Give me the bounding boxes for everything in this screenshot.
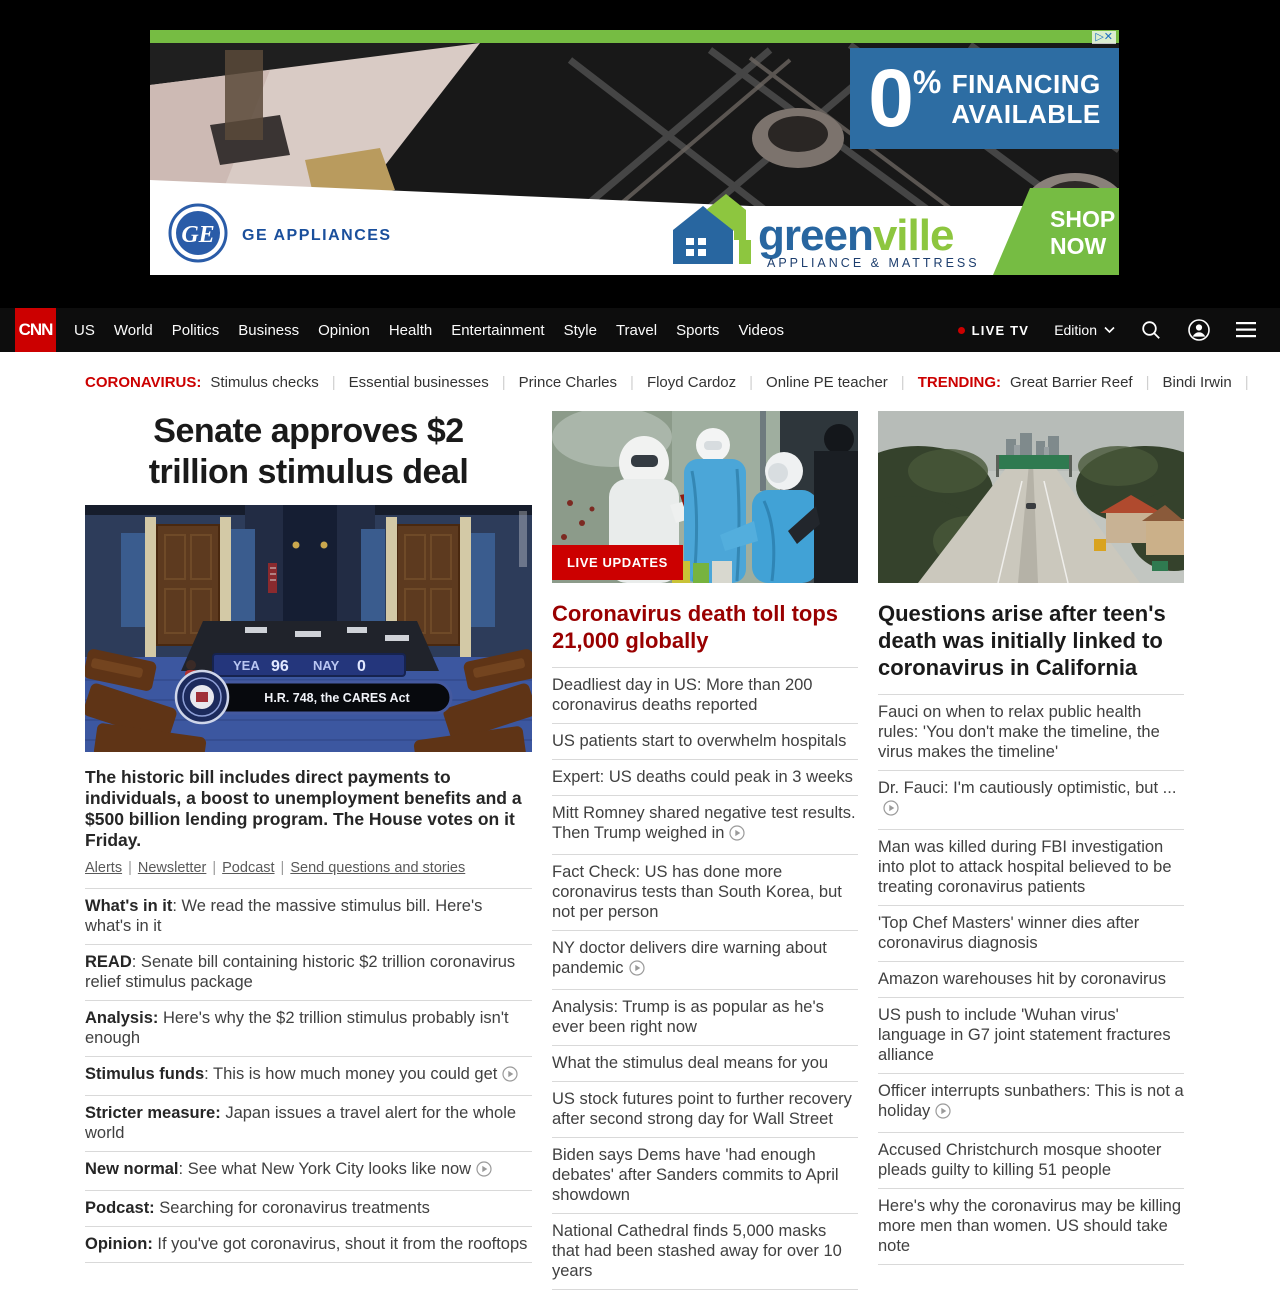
nav-item-politics[interactable]: Politics <box>171 321 220 339</box>
edition-selector[interactable]: Edition <box>1054 322 1115 338</box>
news-item-prefix: What's in it <box>85 897 173 915</box>
nav-item-sports[interactable]: Sports <box>676 321 720 339</box>
news-item-text: Mitt Romney shared negative test results. Then Trump weighed in <box>552 804 856 842</box>
nav-item-entertainment[interactable]: Entertainment <box>451 321 545 339</box>
news-item[interactable] <box>85 945 532 1001</box>
news-item[interactable] <box>85 1096 532 1152</box>
account-icon[interactable] <box>1187 318 1211 342</box>
ticker-link-online-pe-teacher[interactable]: Online PE teacher <box>766 374 888 391</box>
news-item-text: Deadliest day in US: More than 200 coronavirus deaths reported <box>552 676 813 714</box>
news-item[interactable] <box>878 695 1184 771</box>
news-item-prefix: READ <box>85 953 132 971</box>
chevron-down-icon <box>1104 326 1115 334</box>
vote-tally-banner <box>213 654 405 676</box>
middle-headline[interactable]: Coronavirus death toll tops 21,000 globally <box>552 601 839 653</box>
news-item-text: Searching for coronavirus treatments <box>154 1199 430 1217</box>
search-icon[interactable] <box>1140 319 1162 341</box>
ticker-link-floyd-cardoz[interactable]: Floyd Cardoz <box>646 374 737 391</box>
breaking-news-bar <box>85 352 1280 407</box>
news-item-text: Biden says Dems have 'had enough debates' after Sanders commits to April showdown <box>552 1146 839 1204</box>
nav-item-travel[interactable]: Travel <box>615 321 658 339</box>
news-item-text: Officer interrupts sunbathers: This is not a holiday <box>878 1082 1184 1120</box>
svg-text:H.R. 748, the CARES Act: H.R. 748, the CARES Act <box>264 691 410 705</box>
nav-item-videos[interactable]: Videos <box>738 321 785 339</box>
news-item-text: Man was killed during FBI investigation into plot to attack hospital believed to be treating coronavirus patients <box>878 838 1172 896</box>
news-item-text: Expert: US deaths could peak in 3 weeks <box>552 768 853 786</box>
news-item[interactable] <box>552 760 858 796</box>
separator-bar: | <box>749 374 754 391</box>
nav-utilities <box>958 318 1256 342</box>
news-item[interactable] <box>552 796 858 855</box>
greenville-wordmark: greenville <box>758 211 954 260</box>
live-tv-button[interactable]: LIVE TV <box>958 323 1030 338</box>
news-item-text: US patients start to overwhelm hospitals <box>552 732 847 750</box>
news-item-text: NY doctor delivers dire warning about pandemic <box>552 939 827 977</box>
svg-text:SHOP: SHOP <box>1050 206 1116 232</box>
news-item[interactable] <box>552 1214 858 1290</box>
ad-brand-band <box>150 30 1119 275</box>
news-item-text: : We read the massive stimulus bill. Here's what's in it <box>85 897 483 935</box>
separator-bar: | <box>212 860 217 876</box>
senate-floor-image[interactable] <box>85 505 532 752</box>
news-item[interactable] <box>878 962 1184 998</box>
svg-text:NOW: NOW <box>1050 233 1107 259</box>
freeway-illustration <box>878 411 1184 583</box>
news-item-prefix: Analysis: <box>85 1009 159 1027</box>
news-item-text: Japan issues a travel alert for the whole world <box>85 1104 517 1142</box>
lead-links <box>85 860 532 888</box>
ticker-link-stimulus-checks[interactable]: Stimulus checks <box>210 374 319 391</box>
news-item-prefix: Stimulus funds <box>85 1065 205 1083</box>
news-item-prefix: Podcast: <box>85 1199 155 1217</box>
cnn-logo[interactable]: CNN <box>15 308 56 352</box>
nav-item-opinion[interactable]: Opinion <box>318 321 370 339</box>
greenville-subtitle: APPLIANCE & MATTRESS <box>767 256 980 270</box>
news-item[interactable] <box>878 1074 1184 1133</box>
nav-item-business[interactable]: Business <box>238 321 300 339</box>
display-ad[interactable] <box>150 30 1119 275</box>
separator-bar: | <box>128 860 132 876</box>
news-item[interactable] <box>552 855 858 931</box>
play-icon <box>729 825 745 846</box>
separator-bar: | <box>501 374 506 391</box>
ticker-link-prince-charles[interactable]: Prince Charles <box>518 374 618 391</box>
svg-text:0: 0 <box>357 658 366 675</box>
play-icon <box>883 800 899 821</box>
live-dot-icon <box>958 327 965 334</box>
news-item-text: Analysis: Trump is as popular as he's ever been right now <box>552 998 824 1036</box>
lead-headline[interactable]: Senate approves $2 trillion stimulus deal <box>148 412 469 491</box>
news-item[interactable] <box>878 1189 1184 1265</box>
shop-now-button <box>993 188 1119 275</box>
play-icon <box>502 1066 518 1087</box>
zero-percent-text: 0 <box>868 52 911 144</box>
news-item-text: National Cathedral finds 5,000 masks that had been stashed away for over 10 years <box>552 1222 842 1280</box>
nav-item-world[interactable]: World <box>113 321 153 339</box>
news-item-text: US push to include 'Wuhan virus' language in G7 joint statement fractures alliance <box>878 1006 1171 1064</box>
news-item-text: 'Top Chef Masters' winner dies after coronavirus diagnosis <box>878 914 1140 952</box>
lead-news-list <box>85 888 532 1263</box>
news-item[interactable] <box>552 1082 858 1138</box>
news-item-text: If you've got coronavirus, shout it from the rooftops <box>152 1235 528 1253</box>
news-item[interactable] <box>85 1152 532 1191</box>
news-item-prefix: Opinion: <box>85 1235 153 1253</box>
news-item-text: Accused Christchurch mosque shooter pleads guilty to killing 51 people <box>878 1141 1162 1179</box>
ticker-link-essential-businesses[interactable]: Essential businesses <box>348 374 489 391</box>
news-item-text: : This is how much money you could get <box>204 1065 498 1083</box>
nav-bar <box>0 308 1280 352</box>
lead-summary: The historic bill includes direct payments to individuals, a boost to unemployment benefits and a $500 billion lending program. The House votes on it Friday. <box>85 767 522 850</box>
play-icon <box>935 1103 951 1124</box>
separator-bar: | <box>331 374 336 391</box>
news-item[interactable] <box>552 1046 858 1082</box>
play-icon <box>629 960 645 981</box>
middle-news-list <box>552 667 858 1290</box>
primary-nav <box>74 322 803 339</box>
right-news-list <box>878 694 1184 1265</box>
middle-column <box>552 411 858 1290</box>
news-item-text: Fauci on when to relax public health rules: 'You don't make the timeline, the virus makes the timeline' <box>878 703 1160 761</box>
news-item[interactable] <box>85 889 532 945</box>
svg-text:NAY: NAY <box>313 658 340 673</box>
nav-item-health[interactable]: Health <box>388 321 433 339</box>
news-item[interactable] <box>552 724 858 760</box>
svg-text:GE: GE <box>181 222 215 248</box>
news-item[interactable] <box>878 1133 1184 1189</box>
news-item[interactable] <box>85 1057 532 1096</box>
news-item-text: Dr. Fauci: I'm cautiously optimistic, but ... <box>878 779 1177 797</box>
financing-text: FINANCING AVAILABLE <box>951 68 1101 129</box>
news-item-text: : See what New York City looks like now <box>178 1160 472 1178</box>
news-item-text: : Senate bill containing historic $2 trillion coronavirus relief stimulus package <box>85 953 516 991</box>
separator-bar: | <box>900 374 905 391</box>
live-updates-badge[interactable]: LIVE UPDATES <box>552 545 683 580</box>
separator-bar: | <box>280 860 285 876</box>
news-item-text: Fact Check: US has done more coronavirus tests than South Korea, but not per person <box>552 863 842 921</box>
news-item[interactable] <box>552 668 858 724</box>
play-icon <box>476 1161 492 1182</box>
adchoices-icon[interactable]: ▷✕ <box>1092 31 1116 44</box>
nav-item-us[interactable]: US <box>74 321 95 339</box>
financing-offer: 0 % FINANCING AVAILABLE <box>850 48 1119 149</box>
news-item-text: US stock futures point to further recovery after second strong day for Wall Street <box>552 1090 852 1128</box>
news-item-text: Here's why the $2 trillion stimulus probably isn't enough <box>85 1009 509 1047</box>
lead-link-alerts[interactable]: Alerts <box>85 860 123 876</box>
separator-bar: | <box>1244 374 1249 391</box>
news-item[interactable] <box>552 990 858 1046</box>
ticker-link-bindi-irwin[interactable]: Bindi Irwin <box>1162 374 1232 391</box>
news-item[interactable] <box>552 1138 858 1214</box>
right-headline[interactable]: Questions arise after teen's death was initially linked to coronavirus in California <box>878 601 1166 680</box>
news-item[interactable] <box>878 906 1184 962</box>
news-item[interactable] <box>878 998 1184 1074</box>
news-item-text: What the stimulus deal means for you <box>552 1054 829 1072</box>
lead-link-podcast[interactable]: Podcast <box>222 860 275 876</box>
empty-freeway-image[interactable] <box>878 411 1184 583</box>
lead-link-send-questions-and-stories[interactable]: Send questions and stories <box>290 860 466 876</box>
news-item-prefix: Stricter measure: <box>85 1104 221 1122</box>
news-item[interactable] <box>85 1227 532 1263</box>
nav-item-style[interactable]: Style <box>563 321 597 339</box>
ppe-workers-image[interactable] <box>552 411 858 583</box>
right-column <box>878 411 1184 1265</box>
svg-text:YEA: YEA <box>233 658 260 673</box>
ge-brand-text: GE APPLIANCES <box>242 227 392 244</box>
lead-link-newsletter[interactable]: Newsletter <box>137 860 207 876</box>
coronavirus-label: CORONAVIRUS: <box>85 374 202 391</box>
menu-icon[interactable] <box>1236 322 1256 338</box>
ticker-link-great-barrier-reef[interactable]: Great Barrier Reef <box>1010 374 1133 391</box>
news-item-prefix: New normal <box>85 1160 179 1178</box>
ad-banner-region <box>0 0 1280 308</box>
trending-label: TRENDING: <box>917 374 1002 391</box>
separator-bar: | <box>1145 374 1150 391</box>
news-item[interactable] <box>878 830 1184 906</box>
separator-bar: | <box>630 374 634 391</box>
lead-column <box>85 411 532 1263</box>
news-item-text: Here's why the coronavirus may be killing more men than women. US should take note <box>878 1197 1182 1255</box>
news-item[interactable] <box>85 1001 532 1057</box>
svg-text:96: 96 <box>271 658 289 675</box>
news-item[interactable] <box>878 771 1184 830</box>
news-item-text: Amazon warehouses hit by coronavirus <box>878 970 1166 988</box>
main-content <box>85 411 1185 1290</box>
news-item[interactable] <box>85 1191 532 1227</box>
ge-logo <box>170 205 226 261</box>
news-item[interactable] <box>552 931 858 990</box>
